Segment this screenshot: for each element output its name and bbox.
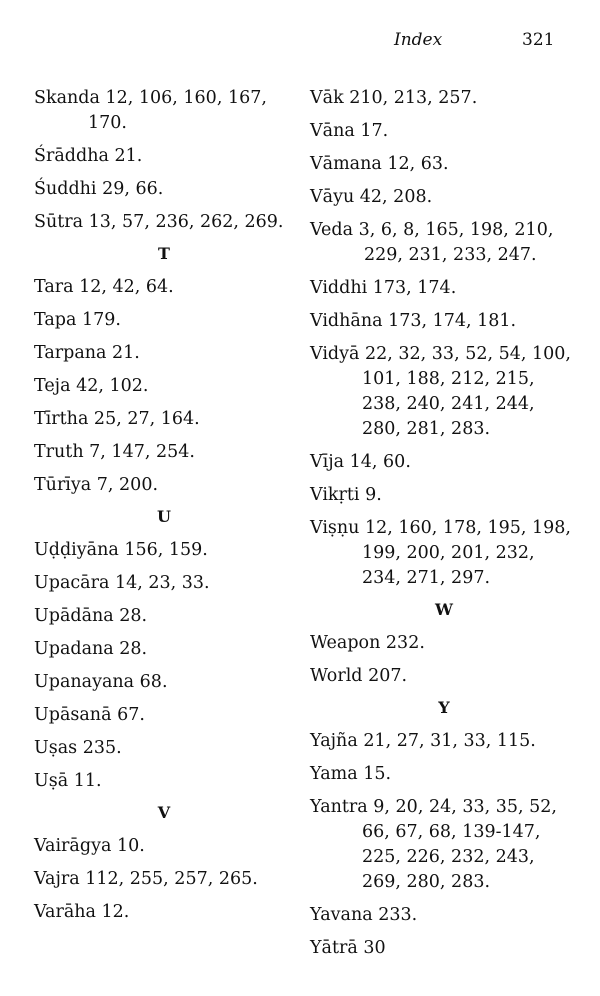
page-number: 321 [522, 30, 555, 50]
index-entry: Viddhi 173, 174. [310, 278, 457, 298]
index-entry: Upādāna 28. [34, 606, 148, 626]
running-title: Index [394, 30, 443, 50]
index-entry: Uṣā 11. [34, 771, 102, 791]
index-entry: Tīrtha 25, 27, 164. [34, 409, 200, 429]
index-entry: Vidyā 22, 32, 33, 52, 54, 100, 101, 188, 212, 215, 238, 240, 241, 244, 280, 281, 283. [310, 344, 571, 439]
index-entry: Tara 12, 42, 64. [34, 277, 174, 297]
index-entry: Vikṛti 9. [310, 485, 382, 505]
index-column-left [34, 86, 294, 933]
index-column-right [310, 86, 578, 969]
index-entry: Vāk 210, 213, 257. [310, 88, 478, 108]
index-entry: Śuddhi 29, 66. [34, 179, 164, 199]
index-entry: Tapa 179. [34, 310, 121, 330]
index-entry: Vidhāna 173, 174, 181. [310, 311, 517, 331]
index-entry: Vāmana 12, 63. [310, 154, 449, 174]
index-entry: Upadana 28. [34, 639, 148, 659]
index-entry: Sūtra 13, 57, 236, 262, 269. [34, 212, 284, 232]
index-entry: Tūrīya 7, 200. [34, 475, 159, 495]
index-entry: Vāyu 42, 208. [310, 187, 433, 207]
index-entry: Veda 3, 6, 8, 165, 198, 210, 229, 231, 233, 247. [310, 220, 554, 265]
index-entry: Viṣṇu 12, 160, 178, 195, 198, 199, 200, 201, 232, 234, 271, 297. [310, 518, 571, 588]
index-entry: Tarpana 21. [34, 343, 140, 363]
index-entry: Vajra 112, 255, 257, 265. [34, 869, 258, 889]
index-entry: Truth 7, 147, 254. [34, 442, 195, 462]
page-header [0, 30, 600, 58]
index-entry: Yavana 233. [310, 905, 418, 925]
index-entry: Yama 15. [310, 764, 392, 784]
section-letter-u: U [157, 507, 171, 526]
section-letter-t: T [158, 244, 170, 263]
index-entry: Upacāra 14, 23, 33. [34, 573, 210, 593]
index-entry: Yātrā 30 [310, 938, 386, 958]
index-entry: Teja 42, 102. [34, 376, 149, 396]
index-entry: Uṣas 235. [34, 738, 122, 758]
index-entry: Upāsanā 67. [34, 705, 145, 725]
index-entry: Yantra 9, 20, 24, 33, 35, 52, 66, 67, 68, 139-147, 225, 226, 232, 243, 269, 280, 283. [310, 797, 557, 892]
index-entry: Vīja 14, 60. [310, 452, 411, 472]
index-entry: Śrāddha 21. [34, 146, 143, 166]
index-entry: Vāna 17. [310, 121, 389, 141]
section-letter-y: Y [438, 698, 450, 717]
index-entry: World 207. [310, 666, 408, 686]
index-entry: Skanda 12, 106, 160, 167, 170. [34, 88, 267, 133]
index-entry: Uḍḍiyāna 156, 159. [34, 540, 208, 560]
index-entry: Varāha 12. [34, 902, 130, 922]
section-letter-w: W [435, 600, 453, 619]
index-entry: Upanayana 68. [34, 672, 168, 692]
index-entry: Vairāgya 10. [34, 836, 145, 856]
index-entry: Yajña 21, 27, 31, 33, 115. [310, 731, 536, 751]
index-entry: Weapon 232. [310, 633, 425, 653]
section-letter-v: V [157, 803, 171, 822]
